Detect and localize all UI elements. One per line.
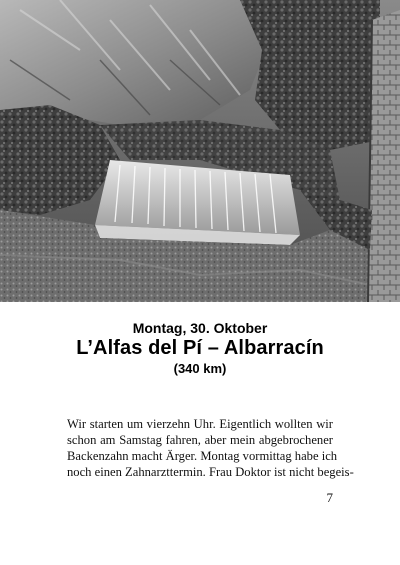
body-line: Backenzahn macht Ärger. Montag vormittag habe ich: [67, 449, 338, 463]
body-line: Wir starten um vierzehn Uhr. Eigentlich wollten wir: [67, 417, 333, 431]
chapter-title: L’Alfas del Pí – Albarracín: [76, 337, 324, 359]
body-paragraph: [67, 416, 354, 480]
chapter-distance: (340 km): [173, 361, 227, 376]
body-line: schon am Samstag fahren, aber mein abgebrochener: [67, 433, 333, 447]
chapter-date: Montag, 30. Oktober: [132, 320, 268, 336]
body-line: noch einen Zahnarzttermin. Frau Doktor ist nicht begeis-: [67, 465, 354, 479]
page-number: 7: [326, 490, 333, 505]
